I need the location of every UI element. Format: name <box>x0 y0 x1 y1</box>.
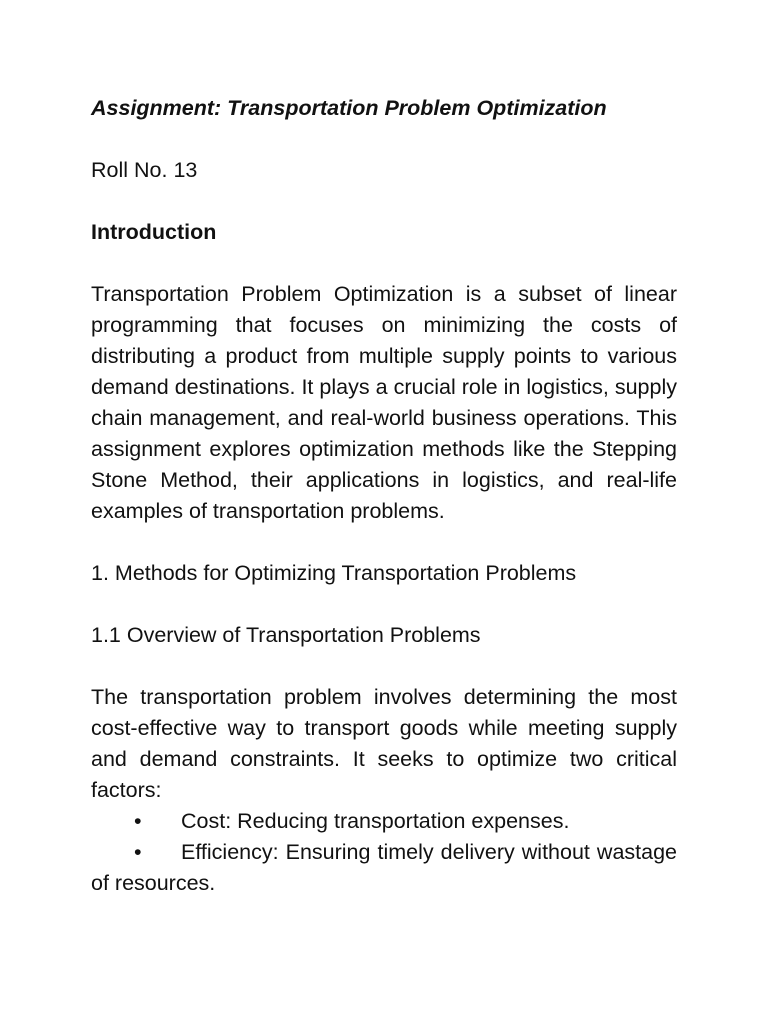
section-1-heading: 1. Methods for Optimizing Transportation Problems <box>91 561 577 585</box>
bullet-text: Cost: Reducing transportation expenses. <box>181 809 570 833</box>
factors-list <box>91 806 677 899</box>
bullet-icon: • <box>134 840 142 864</box>
introduction-heading: Introduction <box>91 220 217 244</box>
roll-number: Roll No. 13 <box>91 158 198 182</box>
section-1-1-heading: 1.1 Overview of Transportation Problems <box>91 623 481 647</box>
bullet-text: Efficiency: Ensuring timely delivery without wastage of resources. <box>91 840 677 895</box>
list-item <box>91 806 677 837</box>
section-1-1-paragraph: The transportation problem involves determining the most cost-effective way to transport goods while meeting supply and demand constraints. It seeks to optimize two critical factors: <box>91 685 677 802</box>
list-item <box>91 837 677 899</box>
bullet-icon: • <box>134 809 142 833</box>
introduction-paragraph: Transportation Problem Optimization is a subset of linear programming that focuses on minimizing the costs of distributing a product from multiple supply points to various demand destinations. It plays a crucial role in logistics, supply chain management, and real-world business operations. This assignment explores optimization methods like the Stepping Stone Method, their applications in logistics, and real-life examples of transportation problems. <box>91 282 677 523</box>
document-title: Assignment: Transportation Problem Optimization <box>91 96 607 120</box>
